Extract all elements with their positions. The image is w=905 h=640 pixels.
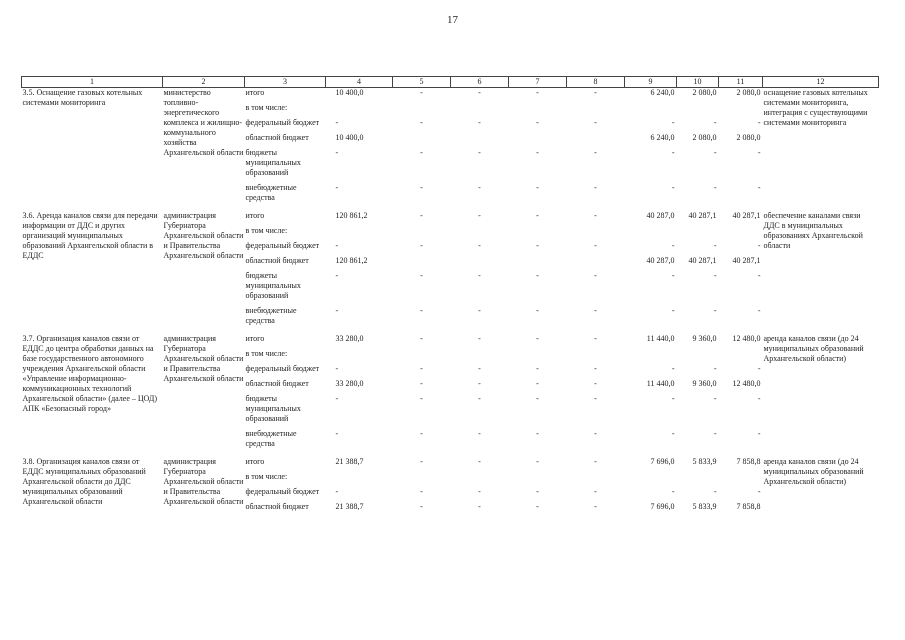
value-cell: - — [594, 183, 597, 192]
value-cell — [509, 472, 567, 487]
value-cell: - — [594, 271, 597, 280]
value-cell — [719, 349, 763, 364]
value-cell: - — [478, 148, 481, 157]
value-cell: - — [713, 118, 717, 127]
executor-cell: администрация Губернатора Архангельской области и Правительства Архангельской области — [163, 211, 244, 260]
funding-source-cell: бюджеты муниципальных образований — [245, 271, 301, 300]
value-cell: - — [420, 271, 423, 280]
column-header: 6 — [451, 77, 509, 88]
value-cell: - — [335, 394, 339, 403]
value-cell — [451, 349, 509, 364]
value-cell: 6 240,0 — [650, 133, 675, 142]
value-cell: 7 696,0 — [650, 502, 675, 511]
value-cell: - — [594, 487, 597, 496]
value-cell: - — [757, 118, 761, 127]
column-header: 5 — [393, 77, 451, 88]
value-cell — [451, 256, 509, 271]
funding-source-cell: областной бюджет — [245, 133, 309, 142]
column-header: 4 — [326, 77, 393, 88]
value-cell: - — [757, 241, 761, 250]
value-cell: - — [757, 271, 761, 280]
value-cell: - — [536, 241, 539, 250]
column-header: 8 — [567, 77, 625, 88]
value-cell: - — [671, 118, 675, 127]
executor-cell: министерство топливно-энергетического комплекса и жилищно-коммунального хозяйства Архангельской области — [163, 88, 244, 157]
funding-source-cell: федеральный бюджет — [245, 364, 320, 373]
funding-source-cell: итого — [245, 334, 265, 343]
expected-result-cell: аренда каналов связи (до 24 муниципальных образований Архангельской области) — [763, 457, 864, 486]
funding-source-cell: федеральный бюджет — [245, 241, 320, 250]
value-cell: - — [420, 118, 423, 127]
value-cell: - — [594, 502, 597, 511]
value-cell: - — [594, 88, 597, 97]
value-cell: - — [335, 364, 339, 373]
value-cell: 40 287,1 — [688, 256, 717, 265]
value-cell: - — [420, 394, 423, 403]
value-cell: - — [335, 487, 339, 496]
value-cell: - — [478, 271, 481, 280]
value-cell: 33 280,0 — [335, 379, 364, 388]
value-cell: - — [671, 487, 675, 496]
value-cell — [567, 226, 625, 241]
value-cell: 2 080,0 — [692, 88, 717, 97]
value-cell — [509, 256, 567, 271]
value-cell: - — [594, 148, 597, 157]
value-cell — [567, 472, 625, 487]
funding-source-cell: в том числе: — [245, 226, 288, 235]
expected-result-cell: оснащение газовых котельных системами мониторинга, интеграция с существующими системами мониторинга — [763, 88, 868, 127]
value-cell — [326, 349, 393, 364]
value-cell: 40 287,1 — [732, 211, 761, 220]
activity-name-cell: 3.5. Оснащение газовых котельных системами мониторинга — [22, 88, 143, 107]
column-header: 2 — [163, 77, 245, 88]
value-cell: - — [478, 457, 481, 466]
value-cell: - — [335, 118, 339, 127]
value-cell — [393, 103, 451, 118]
value-cell: 21 388,7 — [335, 502, 364, 511]
column-header: 3 — [245, 77, 326, 88]
value-cell — [719, 226, 763, 241]
value-cell: 5 833,9 — [692, 457, 717, 466]
value-cell: 120 861,2 — [335, 211, 368, 220]
value-cell: - — [420, 183, 423, 192]
value-cell — [677, 226, 719, 241]
funding-source-cell: итого — [245, 457, 265, 466]
value-cell: - — [335, 429, 339, 438]
expected-result-cell: обеспечение каналами связи ДДС в муниципальных образованиях Архангельской области — [763, 211, 863, 250]
expected-result-cell: аренда каналов связи (до 24 муниципальных образований Архангельской области) — [763, 334, 864, 363]
value-cell: - — [757, 364, 761, 373]
value-cell: - — [536, 364, 539, 373]
value-cell: - — [335, 148, 339, 157]
value-cell: - — [713, 183, 717, 192]
funding-source-cell: в том числе: — [245, 103, 288, 112]
value-cell — [509, 133, 567, 148]
value-cell: - — [671, 148, 675, 157]
value-cell: - — [478, 118, 481, 127]
value-cell: - — [420, 334, 423, 343]
funding-source-cell: внебюджетные средства — [245, 306, 297, 325]
value-cell: 40 287,1 — [688, 211, 717, 220]
funding-source-cell: в том числе: — [245, 349, 288, 358]
value-cell: - — [594, 429, 597, 438]
activity-name-cell: 3.7. Организация каналов связи от ЕДДС до центра обработки данных на базе государственного автономного учреждения Архангельской области «Управление информационно-коммуникационных технологий Архангельской области» (далее – ЦОД) АПК «Безопасный город» — [22, 334, 158, 413]
value-cell: - — [713, 487, 717, 496]
value-cell: - — [536, 379, 539, 388]
value-cell: 2 080,0 — [692, 133, 717, 142]
page-number: 17 — [447, 14, 458, 26]
value-cell: - — [420, 429, 423, 438]
value-cell: - — [713, 364, 717, 373]
value-cell: - — [536, 118, 539, 127]
value-cell: - — [713, 271, 717, 280]
value-cell — [326, 226, 393, 241]
value-cell: 40 287,0 — [646, 256, 675, 265]
value-cell: 2 080,0 — [736, 88, 761, 97]
value-cell: 10 400,0 — [335, 88, 364, 97]
value-cell: 11 440,0 — [646, 334, 675, 343]
value-cell: - — [536, 429, 539, 438]
value-cell — [509, 226, 567, 241]
value-cell: - — [594, 241, 597, 250]
funding-source-cell: федеральный бюджет — [245, 118, 320, 127]
column-number-row — [22, 77, 879, 88]
funding-source-cell: в том числе: — [245, 472, 288, 481]
value-cell: - — [335, 306, 339, 315]
value-cell — [451, 103, 509, 118]
funding-source-cell: итого — [245, 211, 265, 220]
value-cell: - — [478, 429, 481, 438]
value-cell — [509, 103, 567, 118]
value-cell: 7 858,8 — [736, 457, 761, 466]
value-cell — [451, 226, 509, 241]
value-cell: - — [420, 241, 423, 250]
value-cell: 9 360,0 — [692, 379, 717, 388]
value-cell: 10 400,0 — [335, 133, 364, 142]
funding-source-cell: областной бюджет — [245, 256, 309, 265]
value-cell — [567, 133, 625, 148]
value-cell: - — [420, 364, 423, 373]
value-cell: - — [713, 306, 717, 315]
funding-source-cell: внебюджетные средства — [245, 429, 297, 448]
value-cell: - — [594, 364, 597, 373]
value-cell — [451, 472, 509, 487]
value-cell — [719, 103, 763, 118]
value-cell: - — [420, 148, 423, 157]
value-cell: - — [671, 306, 675, 315]
value-cell: - — [671, 364, 675, 373]
value-cell: - — [478, 211, 481, 220]
value-cell: - — [478, 241, 481, 250]
column-header: 10 — [677, 77, 719, 88]
value-cell: - — [713, 148, 717, 157]
value-cell: 40 287,1 — [732, 256, 761, 265]
value-cell: - — [478, 334, 481, 343]
table-row — [22, 331, 879, 349]
value-cell: - — [536, 183, 539, 192]
value-cell: - — [757, 487, 761, 496]
value-cell — [326, 103, 393, 118]
value-cell — [509, 349, 567, 364]
executor-cell: администрация Губернатора Архангельской области и Правительства Архангельской области — [163, 457, 244, 506]
value-cell: - — [757, 306, 761, 315]
value-cell: - — [671, 183, 675, 192]
value-cell: 9 360,0 — [692, 334, 717, 343]
program-table — [21, 76, 879, 517]
value-cell: - — [536, 334, 539, 343]
value-cell: - — [594, 334, 597, 343]
value-cell — [393, 133, 451, 148]
value-cell: - — [478, 88, 481, 97]
value-cell: - — [420, 88, 423, 97]
value-cell: - — [478, 379, 481, 388]
funding-source-cell: областной бюджет — [245, 379, 309, 388]
value-cell: 6 240,0 — [650, 88, 675, 97]
value-cell: - — [594, 394, 597, 403]
value-cell: - — [594, 211, 597, 220]
value-cell: - — [671, 271, 675, 280]
value-cell: - — [536, 211, 539, 220]
value-cell: - — [536, 394, 539, 403]
value-cell: 120 861,2 — [335, 256, 368, 265]
value-cell — [719, 472, 763, 487]
value-cell: - — [420, 211, 423, 220]
value-cell — [393, 256, 451, 271]
value-cell — [393, 472, 451, 487]
value-cell: 12 480,0 — [732, 379, 761, 388]
value-cell: - — [671, 394, 675, 403]
value-cell: - — [594, 306, 597, 315]
funding-source-cell: бюджеты муниципальных образований — [245, 394, 301, 423]
value-cell: 7 858,8 — [736, 502, 761, 511]
value-cell: 33 280,0 — [335, 334, 364, 343]
value-cell: - — [536, 487, 539, 496]
value-cell: - — [757, 183, 761, 192]
value-cell: - — [478, 394, 481, 403]
value-cell: - — [757, 148, 761, 157]
value-cell — [326, 472, 393, 487]
value-cell: - — [335, 183, 339, 192]
value-cell: - — [713, 394, 717, 403]
funding-source-cell: внебюджетные средства — [245, 183, 297, 202]
value-cell — [677, 349, 719, 364]
column-header: 1 — [22, 77, 163, 88]
value-cell: - — [335, 241, 339, 250]
executor-cell: администрация Губернатора Архангельской области и Правительства Архангельской области — [163, 334, 244, 383]
value-cell: - — [757, 429, 761, 438]
value-cell: 5 833,9 — [692, 502, 717, 511]
value-cell — [625, 103, 677, 118]
funding-source-cell: областной бюджет — [245, 502, 309, 511]
column-header: 7 — [509, 77, 567, 88]
value-cell: - — [594, 118, 597, 127]
value-cell — [677, 103, 719, 118]
value-cell: - — [478, 183, 481, 192]
value-cell: - — [478, 306, 481, 315]
value-cell: - — [713, 429, 717, 438]
value-cell — [625, 472, 677, 487]
value-cell: - — [536, 271, 539, 280]
value-cell — [451, 133, 509, 148]
value-cell: - — [420, 502, 423, 511]
value-cell — [393, 349, 451, 364]
value-cell: - — [335, 271, 339, 280]
table-row — [22, 208, 879, 226]
value-cell — [567, 349, 625, 364]
activity-name-cell: 3.6. Аренда каналов связи для передачи информации от ДДС и других организаций муниципальных образований Архангельской области в ЕДДС — [22, 211, 158, 260]
funding-source-cell: федеральный бюджет — [245, 487, 320, 496]
value-cell: - — [478, 364, 481, 373]
value-cell: - — [594, 457, 597, 466]
value-cell — [677, 472, 719, 487]
column-header: 11 — [719, 77, 763, 88]
value-cell: - — [671, 429, 675, 438]
funding-source-cell: бюджеты муниципальных образований — [245, 148, 301, 177]
value-cell: - — [420, 457, 423, 466]
value-cell: 2 080,0 — [736, 133, 761, 142]
value-cell: - — [478, 502, 481, 511]
value-cell: 11 440,0 — [646, 379, 675, 388]
value-cell: - — [536, 457, 539, 466]
value-cell: - — [478, 487, 481, 496]
value-cell: - — [536, 88, 539, 97]
value-cell: - — [671, 241, 675, 250]
value-cell — [567, 256, 625, 271]
activity-name-cell: 3.8. Организация каналов связи от ЕДДС муниципальных образований Архангельской области до ДДС муниципальных образований Архангельской области — [22, 457, 146, 506]
value-cell: 12 480,0 — [732, 334, 761, 343]
value-cell: - — [713, 241, 717, 250]
value-cell: - — [594, 379, 597, 388]
value-cell: 7 696,0 — [650, 457, 675, 466]
value-cell: 21 388,7 — [335, 457, 364, 466]
value-cell: - — [536, 502, 539, 511]
value-cell: - — [420, 306, 423, 315]
table-row — [22, 454, 879, 472]
table-row — [22, 88, 879, 104]
column-header: 12 — [763, 77, 879, 88]
value-cell: - — [420, 379, 423, 388]
value-cell: 40 287,0 — [646, 211, 675, 220]
value-cell — [625, 226, 677, 241]
value-cell — [625, 349, 677, 364]
value-cell — [393, 226, 451, 241]
funding-source-cell: итого — [245, 88, 265, 97]
value-cell — [567, 103, 625, 118]
value-cell: - — [536, 306, 539, 315]
value-cell: - — [536, 148, 539, 157]
column-header: 9 — [625, 77, 677, 88]
value-cell: - — [420, 487, 423, 496]
value-cell: - — [757, 394, 761, 403]
